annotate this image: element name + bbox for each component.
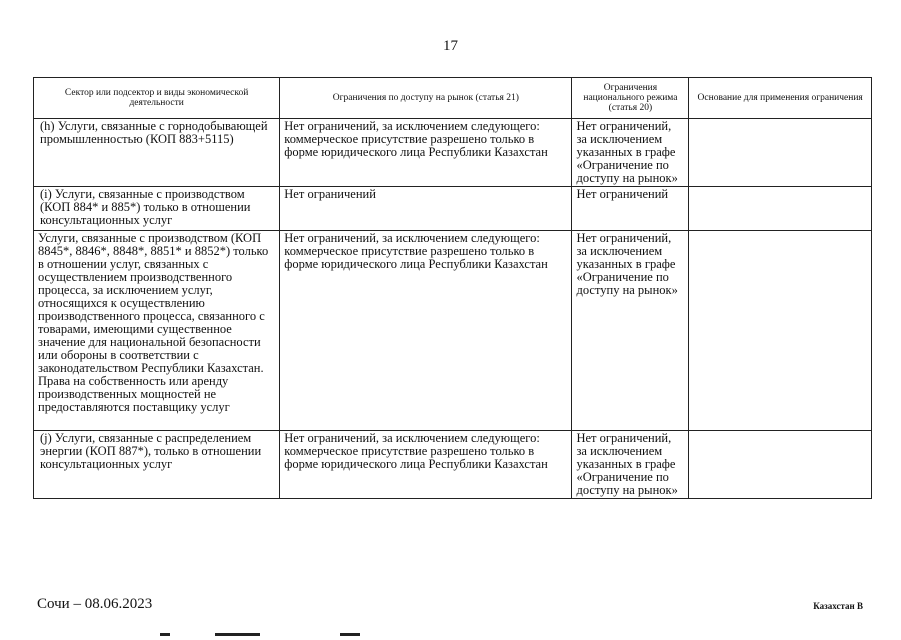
cell-sector: (j) Услуги, связанные с распределением энергии (КОП 887*), только в отношении консультационных услуг [34,431,280,499]
cell-market-access: Нет ограничений, за исключением следующего: коммерческое присутствие разрешено только в форме юридического лица Республики Казахстан [280,431,572,499]
cell-national-treatment: Нет ограничений, за исключением указанных в графе «Ограничение по доступу на рынок» [572,431,689,499]
cell-sector: Услуги, связанные с производством (КОП 8845*, 8846*, 8848*, 8851* и 8852*) только в отношении услуг, связанных с осуществлением производственного процесса, за исключением услуг, относящихся к осуществлению производственного процесса, связанного с товарами, имеющими существенное значение для национальной безопасности или обороны в соответствии с законодательством Республики Казахстан. Права на собственность или аренду производственных мощностей не предоставляются поставщику услуг [34,231,280,431]
scan-artifact-mark [340,633,360,636]
cell-basis [689,431,872,499]
cell-national-treatment: Нет ограничений, за исключением указанных в графе «Ограничение по доступу на рынок» [572,119,689,187]
footer-location-date: Сочи – 08.06.2023 [37,596,153,612]
header-national-treatment: Ограничения национального режима (статья 20) [572,78,689,119]
header-sector: Сектор или подсектор и виды экономической деятельности [34,78,280,119]
cell-basis [689,119,872,187]
cell-basis [689,187,872,231]
table-row [34,119,872,187]
table-row [34,431,872,499]
cell-sector: (h) Услуги, связанные с горнодобывающей промышленностью (КОП 883+5115) [34,119,280,187]
page-number: 17 [443,38,458,54]
cell-market-access: Нет ограничений, за исключением следующего: коммерческое присутствие разрешено только в форме юридического лица Республики Казахстан [280,231,572,431]
table-row [34,187,872,231]
cell-national-treatment: Нет ограничений, за исключением указанных в графе «Ограничение по доступу на рынок» [572,231,689,431]
scan-artifact-mark [160,633,170,636]
cell-market-access: Нет ограничений [280,187,572,231]
cell-national-treatment: Нет ограничений [572,187,689,231]
table-row [34,231,872,431]
header-basis: Основание для применения ограничения [689,78,872,119]
cell-market-access: Нет ограничений, за исключением следующего: коммерческое присутствие разрешено только в форме юридического лица Республики Казахстан [280,119,572,187]
cell-sector: (i) Услуги, связанные с производством (КОП 884* и 885*) только в отношении консультационных услуг [34,187,280,231]
header-market-access: Ограничения по доступу на рынок (статья 21) [280,78,572,119]
commitments-table [33,77,872,499]
footer-country-label: Казахстан B [813,601,863,611]
table-header-row [34,78,872,119]
cell-basis [689,231,872,431]
scan-artifact-mark [215,633,260,636]
